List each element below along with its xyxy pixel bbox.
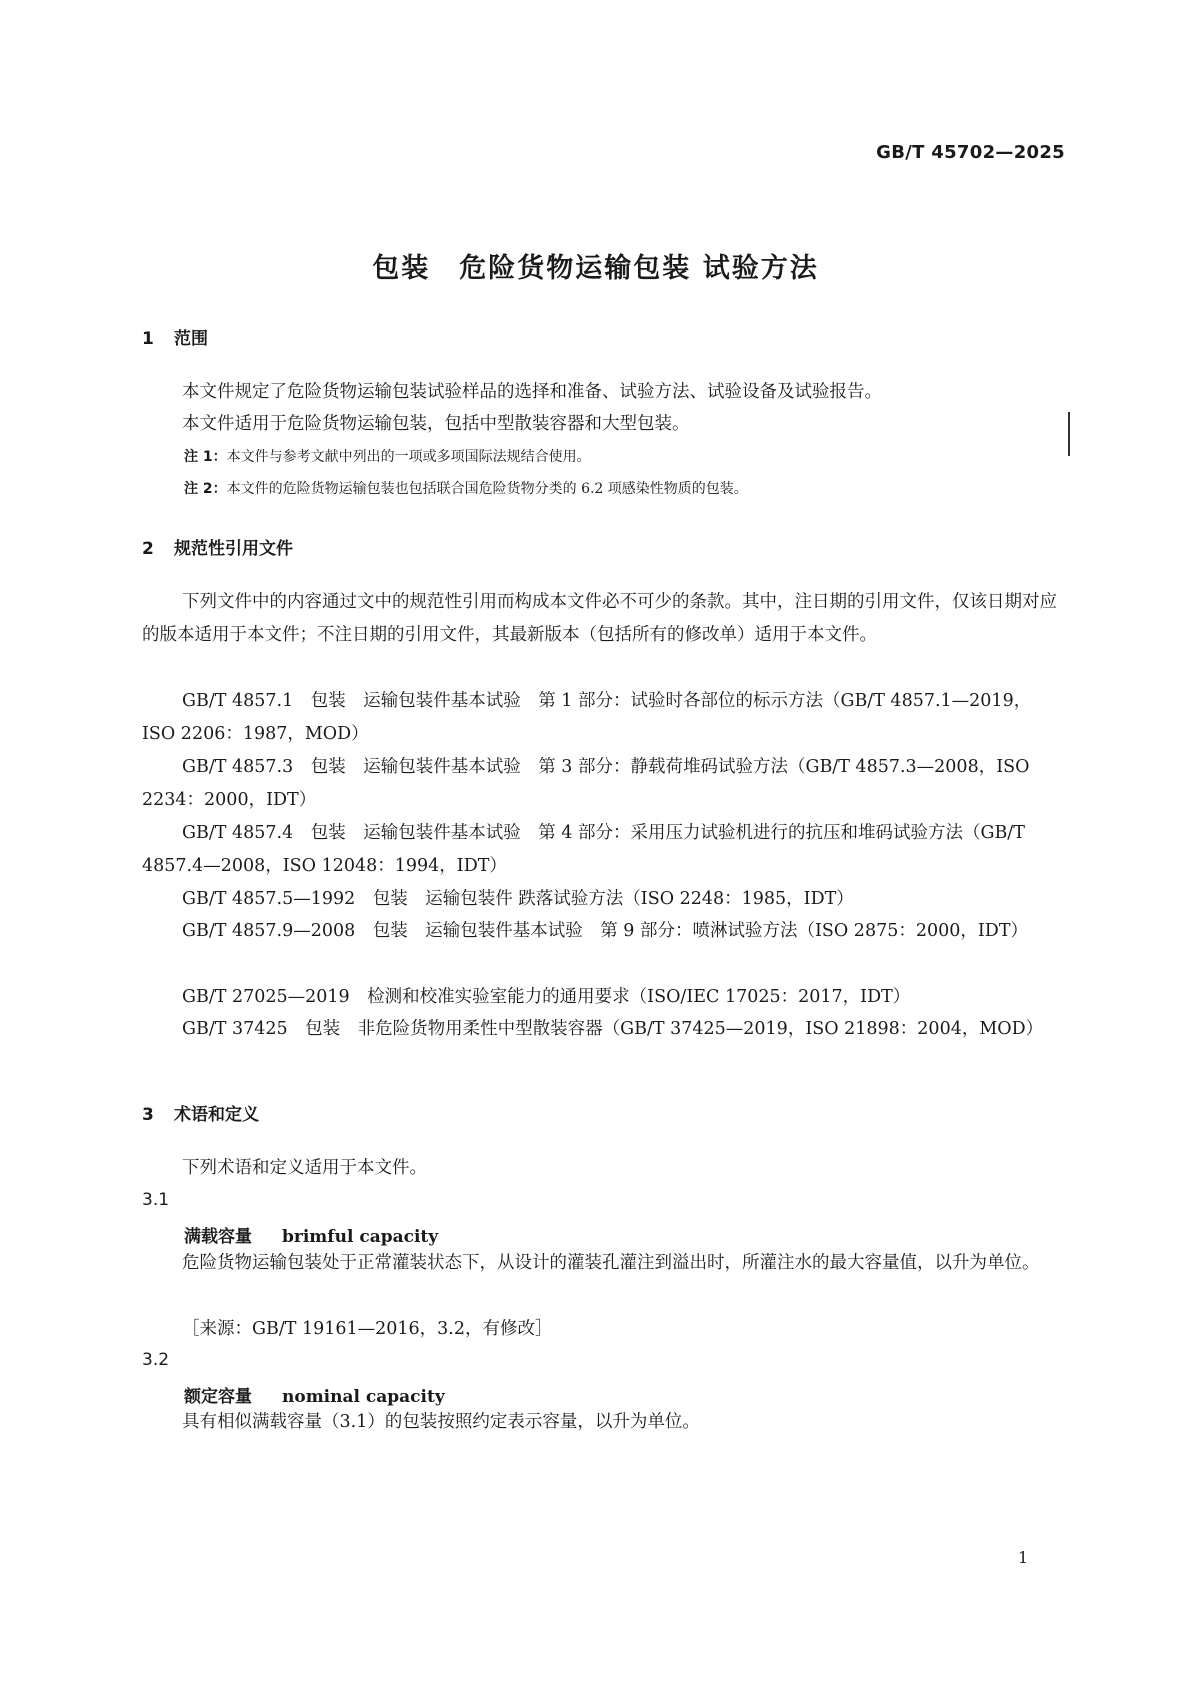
note-1: 注 1：本文件与参考文献中列出的一项或多项国际法规结合使用。 — [184, 449, 591, 465]
term-definition: 具有相似满载容量（3.1）的包装按照约定表示容量，以升为单位。 — [182, 1412, 700, 1432]
terms-intro: 下列术语和定义适用于本文件。 — [182, 1158, 427, 1178]
term-heading — [184, 1222, 438, 1247]
section-2-heading — [142, 534, 293, 559]
reference-item: GB/T 4857.4 包装 运输包装件基本试验 第 4 部分：采用压力试验机进行的抗压和堆码试验方法（GB/T 4857.4—2008，ISO 12048：1994，IDT） — [142, 823, 1025, 876]
section-title: 术语和定义 — [174, 1105, 259, 1125]
section-number: 3 — [142, 1105, 154, 1125]
term-en: nominal capacity — [282, 1387, 445, 1407]
reference-item: GB/T 37425 包装 非危险货物用柔性中型散装容器（GB/T 37425—2019，ISO 21898：2004，MOD） — [182, 1019, 1044, 1039]
term-zh: 满载容量 — [184, 1227, 252, 1247]
section-1-heading — [142, 324, 208, 349]
section-number: 2 — [142, 539, 154, 559]
reference-item: GB/T 4857.1 包装 运输包装件基本试验 第 1 部分：试验时各部位的标示方法（GB/T 4857.1—2019，ISO 2206：1987，MOD） — [142, 691, 1032, 744]
section-3-heading — [142, 1100, 259, 1125]
note-2: 注 2：本文件的危险货物运输包装也包括联合国危险货物分类的 6.2 项感染性物质的包装。 — [184, 481, 748, 497]
term-zh: 额定容量 — [184, 1387, 252, 1407]
document-title: 包装 危险货物运输包装 试验方法 — [372, 253, 819, 284]
reference-item: GB/T 4857.3 包装 运输包装件基本试验 第 3 部分：静载荷堆码试验方法（GB/T 4857.3—2008，ISO 2234：2000，IDT） — [142, 757, 1030, 810]
term-heading — [184, 1382, 445, 1407]
reference-item: GB/T 27025—2019 检测和校准实验室能力的通用要求（ISO/IEC 17025：2017，IDT） — [182, 987, 911, 1007]
reference-item: GB/T 4857.9—2008 包装 运输包装件基本试验 第 9 部分：喷淋试验方法（ISO 2875：2000，IDT） — [182, 921, 1028, 941]
change-bar — [1068, 412, 1070, 456]
page-number: 1 — [1018, 1548, 1029, 1567]
document-code: GB/T 45702—2025 — [876, 142, 1065, 163]
term-definition: 危险货物运输包装处于正常灌装状态下，从设计的灌装孔灌注到溢出时，所灌注水的最大容量值，以升为单位。 — [182, 1253, 1040, 1273]
term-number: 3.1 — [142, 1190, 170, 1210]
term-en: brimful capacity — [282, 1227, 439, 1247]
reference-item: GB/T 4857.5—1992 包装 运输包装件 跌落试验方法（ISO 2248：1985，IDT） — [182, 889, 854, 909]
section-title: 范围 — [174, 329, 208, 349]
scope-paragraph-2: 本文件适用于危险货物运输包装，包括中型散装容器和大型包装。 — [182, 414, 690, 434]
scope-paragraph-1: 本文件规定了危险货物运输包装试验样品的选择和准备、试验方法、试验设备及试验报告。 — [182, 382, 882, 402]
term-source: ［来源：GB/T 19161—2016，3.2，有修改］ — [182, 1319, 553, 1339]
section-title: 规范性引用文件 — [174, 539, 293, 559]
normative-intro: 下列文件中的内容通过文中的规范性引用而构成本文件必不可少的条款。其中，注日期的引用文件，仅该日期对应的版本适用于本文件；不注日期的引用文件，其最新版本（包括所有的修改单）适用于本文件。 — [142, 592, 1057, 645]
section-number: 1 — [142, 329, 154, 349]
term-number: 3.2 — [142, 1350, 170, 1370]
